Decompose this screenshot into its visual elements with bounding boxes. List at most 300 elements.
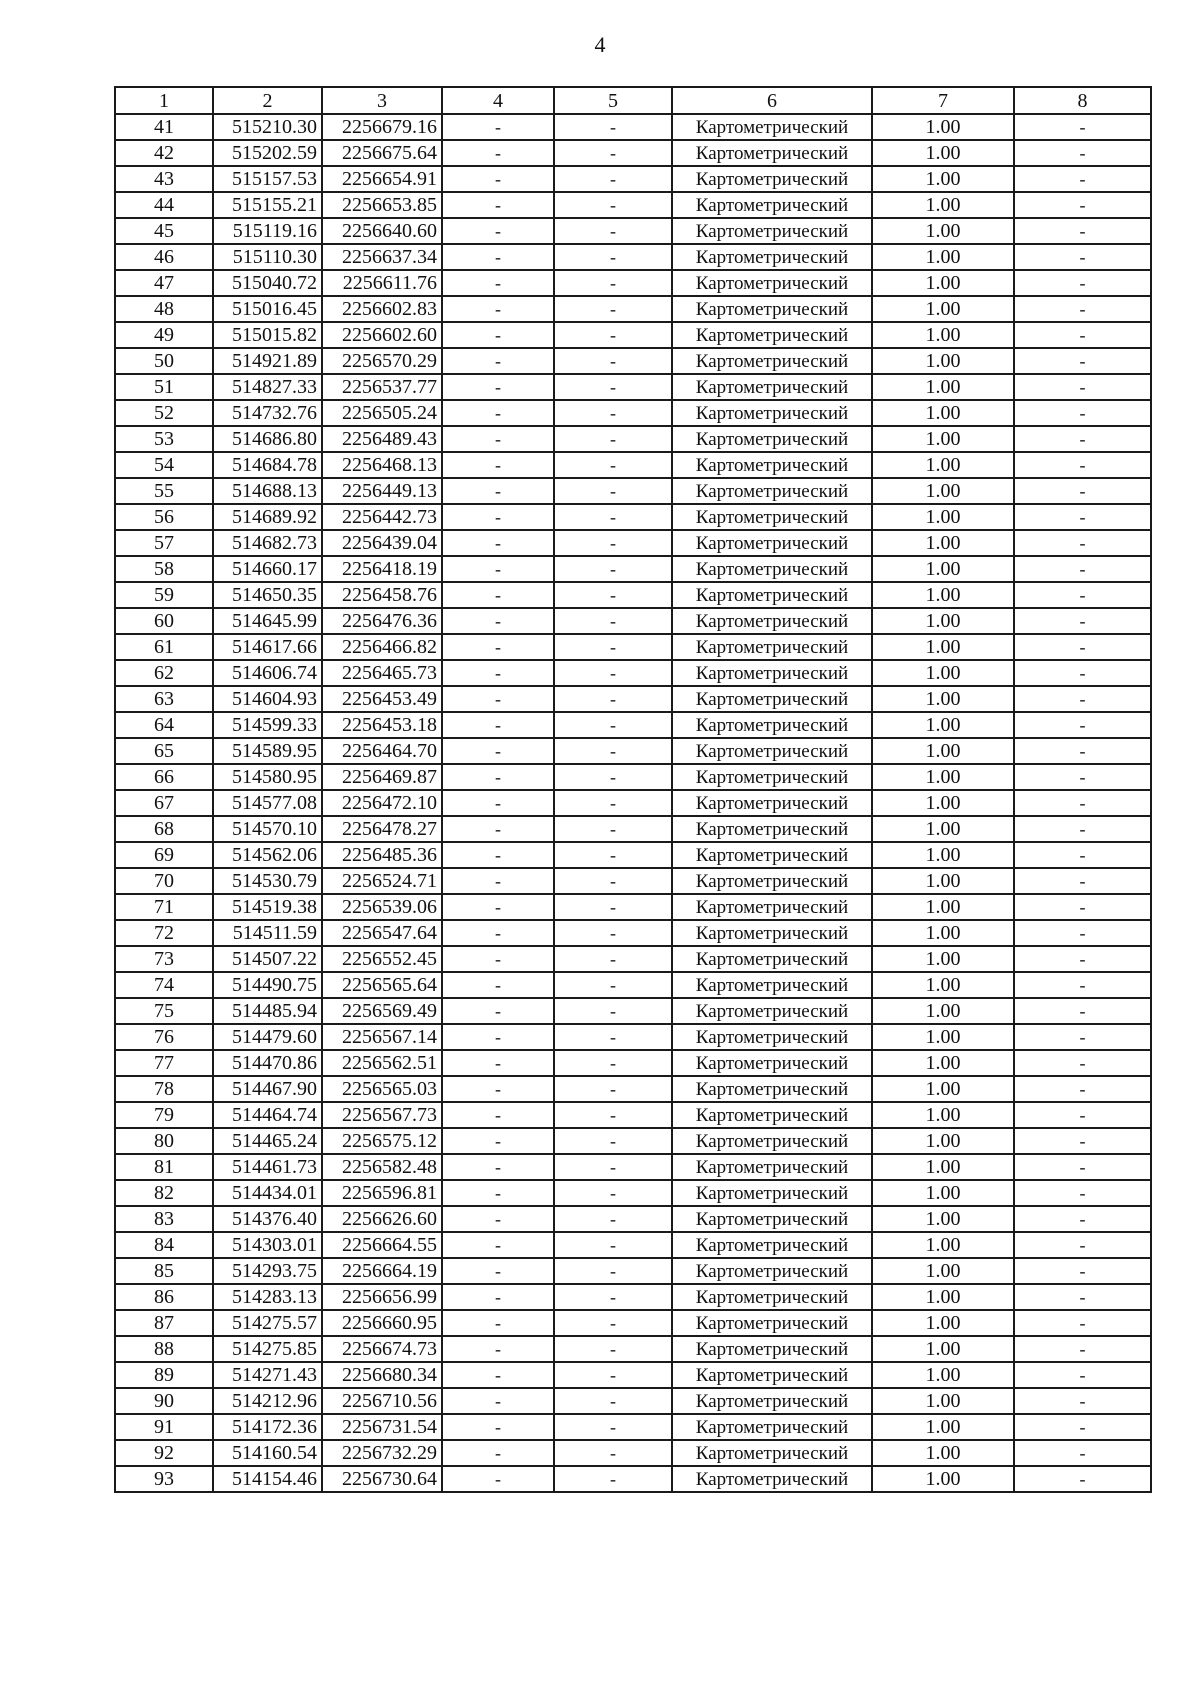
method-cell: Картометрический <box>672 218 872 244</box>
y-coordinate-cell: 2256466.82 <box>322 634 442 660</box>
column-4-cell: - <box>442 426 554 452</box>
column-5-cell: - <box>554 1336 672 1362</box>
method-cell: Картометрический <box>672 946 872 972</box>
method-cell: Картометрический <box>672 1206 872 1232</box>
column-4-cell: - <box>442 764 554 790</box>
table-row <box>115 1362 1151 1388</box>
accuracy-cell: 1.00 <box>872 270 1014 296</box>
table-row <box>115 530 1151 556</box>
column-5-cell: - <box>554 972 672 998</box>
column-5-cell: - <box>554 1206 672 1232</box>
column-8-cell: - <box>1014 842 1151 868</box>
column-5-cell: - <box>554 348 672 374</box>
point-number-cell: 66 <box>115 764 213 790</box>
column-5-cell: - <box>554 868 672 894</box>
column-5-cell: - <box>554 114 672 140</box>
column-4-cell: - <box>442 1180 554 1206</box>
column-8-cell: - <box>1014 504 1151 530</box>
y-coordinate-cell: 2256611.76 <box>322 270 442 296</box>
method-cell: Картометрический <box>672 920 872 946</box>
table-row <box>115 712 1151 738</box>
column-4-cell: - <box>442 1310 554 1336</box>
point-number-cell: 42 <box>115 140 213 166</box>
column-4-cell: - <box>442 1102 554 1128</box>
column-8-cell: - <box>1014 1258 1151 1284</box>
column-5-cell: - <box>554 816 672 842</box>
point-number-cell: 77 <box>115 1050 213 1076</box>
point-number-cell: 79 <box>115 1102 213 1128</box>
column-5-cell: - <box>554 764 672 790</box>
column-8-cell: - <box>1014 322 1151 348</box>
column-5-cell: - <box>554 400 672 426</box>
point-number-cell: 67 <box>115 790 213 816</box>
table-row <box>115 1466 1151 1492</box>
accuracy-cell: 1.00 <box>872 712 1014 738</box>
x-coordinate-cell: 514732.76 <box>213 400 322 426</box>
accuracy-cell: 1.00 <box>872 1154 1014 1180</box>
point-number-cell: 73 <box>115 946 213 972</box>
x-coordinate-cell: 514154.46 <box>213 1466 322 1492</box>
point-number-cell: 68 <box>115 816 213 842</box>
point-number-cell: 46 <box>115 244 213 270</box>
method-cell: Картометрический <box>672 270 872 296</box>
column-8-cell: - <box>1014 374 1151 400</box>
table-row <box>115 972 1151 998</box>
column-4-cell: - <box>442 1128 554 1154</box>
column-8-cell: - <box>1014 1466 1151 1492</box>
y-coordinate-cell: 2256562.51 <box>322 1050 442 1076</box>
table-row <box>115 660 1151 686</box>
x-coordinate-cell: 515119.16 <box>213 218 322 244</box>
point-number-cell: 75 <box>115 998 213 1024</box>
column-4-cell: - <box>442 192 554 218</box>
table-row <box>115 166 1151 192</box>
column-8-cell: - <box>1014 1232 1151 1258</box>
column-8-cell: - <box>1014 686 1151 712</box>
x-coordinate-cell: 514271.43 <box>213 1362 322 1388</box>
point-number-cell: 54 <box>115 452 213 478</box>
point-number-cell: 74 <box>115 972 213 998</box>
x-coordinate-cell: 515110.30 <box>213 244 322 270</box>
x-coordinate-cell: 514461.73 <box>213 1154 322 1180</box>
accuracy-cell: 1.00 <box>872 296 1014 322</box>
y-coordinate-cell: 2256464.70 <box>322 738 442 764</box>
column-4-cell: - <box>442 686 554 712</box>
accuracy-cell: 1.00 <box>872 192 1014 218</box>
y-coordinate-cell: 2256453.18 <box>322 712 442 738</box>
method-cell: Картометрический <box>672 478 872 504</box>
table-row <box>115 842 1151 868</box>
table-row <box>115 1154 1151 1180</box>
method-cell: Картометрический <box>672 582 872 608</box>
y-coordinate-cell: 2256660.95 <box>322 1310 442 1336</box>
accuracy-cell: 1.00 <box>872 244 1014 270</box>
column-4-cell: - <box>442 1362 554 1388</box>
table-row <box>115 1050 1151 1076</box>
table-row <box>115 244 1151 270</box>
page-number: 4 <box>594 32 606 57</box>
point-number-cell: 80 <box>115 1128 213 1154</box>
point-number-cell: 78 <box>115 1076 213 1102</box>
table-row <box>115 1076 1151 1102</box>
accuracy-cell: 1.00 <box>872 166 1014 192</box>
column-header: 1 <box>115 87 213 114</box>
point-number-cell: 59 <box>115 582 213 608</box>
column-5-cell: - <box>554 504 672 530</box>
method-cell: Картометрический <box>672 1362 872 1388</box>
y-coordinate-cell: 2256418.19 <box>322 556 442 582</box>
column-5-cell: - <box>554 296 672 322</box>
column-5-cell: - <box>554 374 672 400</box>
accuracy-cell: 1.00 <box>872 1310 1014 1336</box>
y-coordinate-cell: 2256675.64 <box>322 140 442 166</box>
y-coordinate-cell: 2256524.71 <box>322 868 442 894</box>
column-8-cell: - <box>1014 1336 1151 1362</box>
column-4-cell: - <box>442 1336 554 1362</box>
table-row <box>115 504 1151 530</box>
accuracy-cell: 1.00 <box>872 1102 1014 1128</box>
column-5-cell: - <box>554 790 672 816</box>
column-5-cell: - <box>554 582 672 608</box>
point-number-cell: 62 <box>115 660 213 686</box>
accuracy-cell: 1.00 <box>872 374 1014 400</box>
table-row <box>115 1206 1151 1232</box>
point-number-cell: 57 <box>115 530 213 556</box>
method-cell: Картометрический <box>672 322 872 348</box>
x-coordinate-cell: 514464.74 <box>213 1102 322 1128</box>
y-coordinate-cell: 2256478.27 <box>322 816 442 842</box>
column-4-cell: - <box>442 712 554 738</box>
x-coordinate-cell: 514303.01 <box>213 1232 322 1258</box>
table-row <box>115 1414 1151 1440</box>
y-coordinate-cell: 2256567.14 <box>322 1024 442 1050</box>
x-coordinate-cell: 514275.85 <box>213 1336 322 1362</box>
accuracy-cell: 1.00 <box>872 634 1014 660</box>
method-cell: Картометрический <box>672 1024 872 1050</box>
column-5-cell: - <box>554 1362 672 1388</box>
x-coordinate-cell: 514688.13 <box>213 478 322 504</box>
column-4-cell: - <box>442 244 554 270</box>
method-cell: Картометрический <box>672 998 872 1024</box>
y-coordinate-cell: 2256664.19 <box>322 1258 442 1284</box>
column-4-cell: - <box>442 1076 554 1102</box>
y-coordinate-cell: 2256458.76 <box>322 582 442 608</box>
x-coordinate-cell: 514684.78 <box>213 452 322 478</box>
point-number-cell: 89 <box>115 1362 213 1388</box>
table-row <box>115 1102 1151 1128</box>
column-5-cell: - <box>554 218 672 244</box>
accuracy-cell: 1.00 <box>872 452 1014 478</box>
point-number-cell: 48 <box>115 296 213 322</box>
column-8-cell: - <box>1014 1414 1151 1440</box>
method-cell: Картометрический <box>672 348 872 374</box>
column-8-cell: - <box>1014 816 1151 842</box>
column-8-cell: - <box>1014 868 1151 894</box>
column-5-cell: - <box>554 478 672 504</box>
column-8-cell: - <box>1014 712 1151 738</box>
column-4-cell: - <box>442 920 554 946</box>
method-cell: Картометрический <box>672 1232 872 1258</box>
y-coordinate-cell: 2256476.36 <box>322 608 442 634</box>
accuracy-cell: 1.00 <box>872 1206 1014 1232</box>
column-8-cell: - <box>1014 114 1151 140</box>
x-coordinate-cell: 514599.33 <box>213 712 322 738</box>
x-coordinate-cell: 514479.60 <box>213 1024 322 1050</box>
point-number-cell: 87 <box>115 1310 213 1336</box>
point-number-cell: 69 <box>115 842 213 868</box>
accuracy-cell: 1.00 <box>872 1414 1014 1440</box>
x-coordinate-cell: 514212.96 <box>213 1388 322 1414</box>
point-number-cell: 64 <box>115 712 213 738</box>
x-coordinate-cell: 515210.30 <box>213 114 322 140</box>
table-row <box>115 998 1151 1024</box>
table-row <box>115 686 1151 712</box>
column-8-cell: - <box>1014 556 1151 582</box>
x-coordinate-cell: 514485.94 <box>213 998 322 1024</box>
column-4-cell: - <box>442 530 554 556</box>
column-header: 3 <box>322 87 442 114</box>
point-number-cell: 52 <box>115 400 213 426</box>
table-row <box>115 1180 1151 1206</box>
method-cell: Картометрический <box>672 972 872 998</box>
column-8-cell: - <box>1014 296 1151 322</box>
accuracy-cell: 1.00 <box>872 530 1014 556</box>
accuracy-cell: 1.00 <box>872 504 1014 530</box>
x-coordinate-cell: 514160.54 <box>213 1440 322 1466</box>
method-cell: Картометрический <box>672 764 872 790</box>
point-number-cell: 51 <box>115 374 213 400</box>
point-number-cell: 84 <box>115 1232 213 1258</box>
table-row <box>115 582 1151 608</box>
y-coordinate-cell: 2256565.03 <box>322 1076 442 1102</box>
table-row <box>115 1440 1151 1466</box>
table-body <box>115 114 1151 1492</box>
accuracy-cell: 1.00 <box>872 842 1014 868</box>
table-row <box>115 790 1151 816</box>
table-row <box>115 868 1151 894</box>
column-8-cell: - <box>1014 894 1151 920</box>
table-header-row <box>115 87 1151 114</box>
accuracy-cell: 1.00 <box>872 920 1014 946</box>
point-number-cell: 88 <box>115 1336 213 1362</box>
y-coordinate-cell: 2256449.13 <box>322 478 442 504</box>
table-row <box>115 478 1151 504</box>
column-4-cell: - <box>442 946 554 972</box>
y-coordinate-cell: 2256575.12 <box>322 1128 442 1154</box>
accuracy-cell: 1.00 <box>872 738 1014 764</box>
x-coordinate-cell: 514283.13 <box>213 1284 322 1310</box>
y-coordinate-cell: 2256552.45 <box>322 946 442 972</box>
column-4-cell: - <box>442 816 554 842</box>
accuracy-cell: 1.00 <box>872 894 1014 920</box>
column-5-cell: - <box>554 1388 672 1414</box>
point-number-cell: 90 <box>115 1388 213 1414</box>
method-cell: Картометрический <box>672 660 872 686</box>
column-8-cell: - <box>1014 764 1151 790</box>
point-number-cell: 56 <box>115 504 213 530</box>
table-row <box>115 426 1151 452</box>
column-4-cell: - <box>442 1284 554 1310</box>
column-header: 6 <box>672 87 872 114</box>
method-cell: Картометрический <box>672 374 872 400</box>
y-coordinate-cell: 2256640.60 <box>322 218 442 244</box>
x-coordinate-cell: 514604.93 <box>213 686 322 712</box>
column-4-cell: - <box>442 1206 554 1232</box>
method-cell: Картометрический <box>672 1076 872 1102</box>
column-8-cell: - <box>1014 946 1151 972</box>
method-cell: Картометрический <box>672 1388 872 1414</box>
method-cell: Картометрический <box>672 738 872 764</box>
column-5-cell: - <box>554 1258 672 1284</box>
column-4-cell: - <box>442 842 554 868</box>
point-number-cell: 65 <box>115 738 213 764</box>
accuracy-cell: 1.00 <box>872 946 1014 972</box>
point-number-cell: 71 <box>115 894 213 920</box>
point-number-cell: 91 <box>115 1414 213 1440</box>
y-coordinate-cell: 2256537.77 <box>322 374 442 400</box>
accuracy-cell: 1.00 <box>872 972 1014 998</box>
column-8-cell: - <box>1014 608 1151 634</box>
x-coordinate-cell: 514275.57 <box>213 1310 322 1336</box>
x-coordinate-cell: 514921.89 <box>213 348 322 374</box>
column-5-cell: - <box>554 244 672 270</box>
y-coordinate-cell: 2256485.36 <box>322 842 442 868</box>
accuracy-cell: 1.00 <box>872 1076 1014 1102</box>
method-cell: Картометрический <box>672 1258 872 1284</box>
column-5-cell: - <box>554 946 672 972</box>
table-row <box>115 1284 1151 1310</box>
column-4-cell: - <box>442 790 554 816</box>
accuracy-cell: 1.00 <box>872 686 1014 712</box>
accuracy-cell: 1.00 <box>872 400 1014 426</box>
column-8-cell: - <box>1014 166 1151 192</box>
x-coordinate-cell: 514467.90 <box>213 1076 322 1102</box>
column-8-cell: - <box>1014 972 1151 998</box>
table-row <box>115 608 1151 634</box>
coordinates-table <box>114 86 1152 1493</box>
x-coordinate-cell: 514376.40 <box>213 1206 322 1232</box>
column-header: 4 <box>442 87 554 114</box>
table-row <box>115 894 1151 920</box>
column-8-cell: - <box>1014 738 1151 764</box>
method-cell: Картометрический <box>672 842 872 868</box>
y-coordinate-cell: 2256730.64 <box>322 1466 442 1492</box>
y-coordinate-cell: 2256565.64 <box>322 972 442 998</box>
method-cell: Картометрический <box>672 1440 872 1466</box>
column-4-cell: - <box>442 400 554 426</box>
column-5-cell: - <box>554 738 672 764</box>
column-4-cell: - <box>442 1154 554 1180</box>
column-4-cell: - <box>442 1388 554 1414</box>
method-cell: Картометрический <box>672 426 872 452</box>
column-5-cell: - <box>554 1284 672 1310</box>
column-4-cell: - <box>442 998 554 1024</box>
table-row <box>115 140 1151 166</box>
column-header: 2 <box>213 87 322 114</box>
point-number-cell: 63 <box>115 686 213 712</box>
column-5-cell: - <box>554 426 672 452</box>
accuracy-cell: 1.00 <box>872 582 1014 608</box>
x-coordinate-cell: 514490.75 <box>213 972 322 998</box>
column-5-cell: - <box>554 1440 672 1466</box>
column-4-cell: - <box>442 1466 554 1492</box>
column-4-cell: - <box>442 972 554 998</box>
column-8-cell: - <box>1014 1206 1151 1232</box>
point-number-cell: 86 <box>115 1284 213 1310</box>
method-cell: Картометрический <box>672 1128 872 1154</box>
column-4-cell: - <box>442 166 554 192</box>
column-4-cell: - <box>442 1024 554 1050</box>
point-number-cell: 55 <box>115 478 213 504</box>
column-5-cell: - <box>554 660 672 686</box>
table-row <box>115 816 1151 842</box>
y-coordinate-cell: 2256710.56 <box>322 1388 442 1414</box>
method-cell: Картометрический <box>672 1154 872 1180</box>
column-8-cell: - <box>1014 478 1151 504</box>
column-4-cell: - <box>442 348 554 374</box>
point-number-cell: 81 <box>115 1154 213 1180</box>
x-coordinate-cell: 514570.10 <box>213 816 322 842</box>
method-cell: Картометрический <box>672 530 872 556</box>
table-row <box>115 270 1151 296</box>
column-4-cell: - <box>442 504 554 530</box>
table-row <box>115 738 1151 764</box>
method-cell: Картометрический <box>672 192 872 218</box>
column-8-cell: - <box>1014 920 1151 946</box>
point-number-cell: 45 <box>115 218 213 244</box>
x-coordinate-cell: 514530.79 <box>213 868 322 894</box>
column-8-cell: - <box>1014 634 1151 660</box>
point-number-cell: 93 <box>115 1466 213 1492</box>
x-coordinate-cell: 514645.99 <box>213 608 322 634</box>
column-4-cell: - <box>442 608 554 634</box>
x-coordinate-cell: 515202.59 <box>213 140 322 166</box>
column-4-cell: - <box>442 1232 554 1258</box>
column-8-cell: - <box>1014 244 1151 270</box>
y-coordinate-cell: 2256547.64 <box>322 920 442 946</box>
column-header: 7 <box>872 87 1014 114</box>
column-5-cell: - <box>554 452 672 478</box>
column-5-cell: - <box>554 140 672 166</box>
point-number-cell: 76 <box>115 1024 213 1050</box>
table-row <box>115 452 1151 478</box>
accuracy-cell: 1.00 <box>872 218 1014 244</box>
table-row <box>115 556 1151 582</box>
x-coordinate-cell: 514434.01 <box>213 1180 322 1206</box>
table-row <box>115 1336 1151 1362</box>
column-8-cell: - <box>1014 426 1151 452</box>
accuracy-cell: 1.00 <box>872 322 1014 348</box>
method-cell: Картометрический <box>672 816 872 842</box>
accuracy-cell: 1.00 <box>872 348 1014 374</box>
table-row <box>115 1258 1151 1284</box>
point-number-cell: 92 <box>115 1440 213 1466</box>
x-coordinate-cell: 514650.35 <box>213 582 322 608</box>
accuracy-cell: 1.00 <box>872 140 1014 166</box>
column-5-cell: - <box>554 634 672 660</box>
column-8-cell: - <box>1014 582 1151 608</box>
column-8-cell: - <box>1014 1440 1151 1466</box>
method-cell: Картометрический <box>672 1310 872 1336</box>
method-cell: Картометрический <box>672 166 872 192</box>
point-number-cell: 49 <box>115 322 213 348</box>
y-coordinate-cell: 2256570.29 <box>322 348 442 374</box>
y-coordinate-cell: 2256489.43 <box>322 426 442 452</box>
column-4-cell: - <box>442 868 554 894</box>
column-8-cell: - <box>1014 1284 1151 1310</box>
table-row <box>115 946 1151 972</box>
column-5-cell: - <box>554 1466 672 1492</box>
